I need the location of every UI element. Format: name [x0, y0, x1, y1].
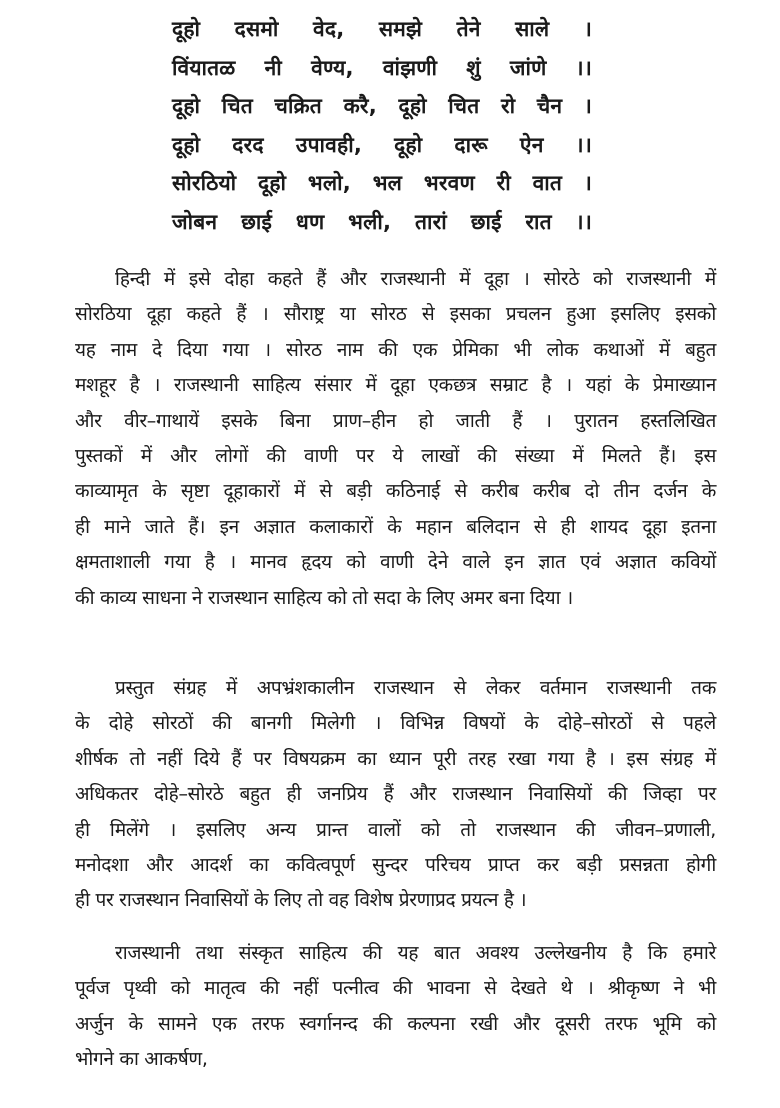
text-line: मशहूर है । राजस्थानी साहित्य संसार में दूहा एकछत्र सम्राट है । यहां के प्रेमाख्यान [75, 374, 716, 397]
text-line: प्रस्तुत संग्रह में अपभ्रंशकालीन राजस्थान से लेकर वर्तमान राजस्थानी तक [115, 677, 716, 699]
text-line: ही मिलेंगे । इसलिए अन्य प्रान्त वालों को तो राजस्थान की जीवन–प्रणाली, [75, 818, 716, 841]
text-line: भोगने का आकर्षण, [75, 1048, 208, 1071]
text-line: की काव्य साधना ने राजस्थान साहित्य को तो सदा के लिए अमर बना दिया । [75, 586, 573, 609]
text-line: और वीर–गाथायें इसके बिना प्राण–हीन हो जाती हैं । पुरातन हस्तलिखित [75, 409, 716, 432]
text-line: काव्यामृत के सृष्टा दूहाकारों में से बड़ी कठिनाई से करीब करीब दो तीन दर्जन के [75, 480, 716, 503]
text-line: शीर्षक तो नहीं दिये हैं पर विषयक्रम का ध्यान पूरी तरह रखा गया है । इस संग्रह में [75, 747, 716, 770]
text-line: अधिकतर दोहे–सोरठे बहुत ही जनप्रिय हैं और राजस्थान निवासियों की जिव्हा पर [75, 783, 716, 806]
text-line: ही पर राजस्थान निवासियों के लिए तो वह विशेष प्रेरणाप्रद प्रयत्न है । [75, 889, 527, 912]
verse-block [172, 10, 592, 241]
verse-line: दूहो चित चक्रित करै, दूहो चित रो चैन । [172, 94, 592, 118]
paragraph-1 [75, 262, 716, 616]
text-line: के दोहे सोरठों की बानगी मिलेगी । विभिन्न विषयों के दोहे–सोरठों से पहले [75, 712, 716, 735]
text-line: हिन्दी में इसे दोहा कहते हैं और राजस्थानी में दूहा । सोरठे को राजस्थानी में [115, 268, 716, 290]
text-line: अर्जुन के सामने एक तरफ स्वर्गानन्द की कल्पना रखी और दूसरी तरफ भूमि को [75, 1012, 716, 1035]
text-line: ही माने जाते हैं। इन अज्ञात कलाकारों के महान बलिदान से ही शायद दूहा इतना [75, 515, 716, 538]
text-line: सोरठिया दूहा कहते हैं । सौराष्ट्र या सोरठ से इसका प्रचलन हुआ इसलिए इसको [75, 303, 716, 326]
verse-line: जोबन छाई धण भली, तारां छाई रात ।। [172, 209, 592, 234]
text-line: पूर्वज पृथ्वी को मातृत्व की नहीं पत्नीत्व की भावना से देखते थे । श्रीकृष्ण ने भी [75, 977, 716, 1000]
verse-line: विंयातळ नी वेण्य, वांझणी शुं जांणे ।। [172, 55, 592, 80]
text-line: यह नाम दे दिया गया । सोरठ नाम की एक प्रेमिका भी लोक कथाओं में बहुत [75, 338, 716, 361]
text-line: क्षमताशाली गया है । मानव हृदय को वाणी देने वाले इन ज्ञात एवं अज्ञात कवियों [75, 551, 716, 574]
verse-line: सोरठियो दूहो भलो, भल भरवण री वात । [172, 171, 592, 195]
verse-line: दूहो दरद उपावही, दूहो दारू ऐन ।। [172, 132, 592, 157]
verse-line: दूहो दसमो वेद, समझे तेने साले । [172, 17, 592, 41]
paragraph-2 [75, 671, 716, 919]
text-line: राजस्थानी तथा संस्कृत साहित्य की यह बात अवश्य उल्लेखनीय है कि हमारे [115, 942, 716, 964]
paragraph-3 [75, 936, 716, 1078]
text-line: पुस्तकों में और लोगों की वाणी पर ये लाखों की संख्या में मिलते हैं। इस [75, 444, 716, 467]
text-line: मनोदशा और आदर्श का कवित्वपूर्ण सुन्दर परिचय प्राप्त कर बड़ी प्रसन्नता होगी [75, 853, 716, 876]
